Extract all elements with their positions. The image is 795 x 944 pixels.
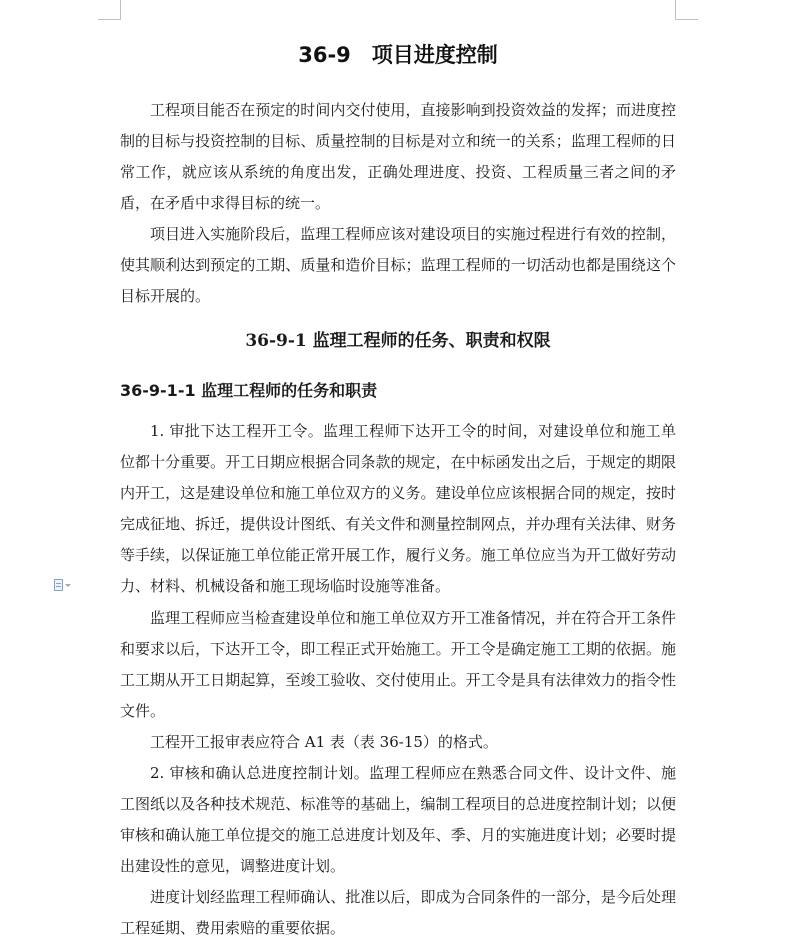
- paragraph-marker[interactable]: [54, 577, 80, 593]
- subsection-heading: 36-9-1-1 监理工程师的任务和职责: [120, 381, 378, 400]
- intro-paragraph: 工程项目能否在预定的时间内交付使用，直接影响到投资效益的发挥；而进度控制的目标与投资控制的目标、质量控制的目标是对立和统一的关系；监理工程师的日常工作，就应该从系统的角度出发，正确处理进度、投资、工程质量三者之间的矛盾，在矛盾中求得目标的统一。: [120, 101, 676, 212]
- crop-mark-top-right: [675, 0, 676, 20]
- page-title: 36-9 项目进度控制: [298, 43, 498, 67]
- list-item: 2. 审核和确认总进度控制计划。监理工程师应在熟悉合同文件、设计文件、施工图纸以及各种技术规范、标准等的基础上，编制工程项目的总进度控制计划；以便审核和确认施工单位提交的施工总进度计划及年、季、月的实施进度计划；必要时提出建设性的意见，调整进度计划。: [120, 764, 676, 875]
- chevron-down-icon: [65, 584, 71, 587]
- crop-mark-top-left: [120, 0, 121, 20]
- crop-mark-top-right: [676, 19, 698, 20]
- crop-mark-top-left: [98, 19, 120, 20]
- section-heading: 36-9-1 监理工程师的任务、职责和权限: [245, 331, 551, 351]
- intro-paragraph: 项目进入实施阶段后，监理工程师应该对建设项目的实施过程进行有效的控制，使其顺利达到预定的工期、质量和造价目标；监理工程师的一切活动也都是围绕这个目标开展的。: [120, 225, 676, 305]
- list-item: 1. 审批下达工程开工令。监理工程师下达开工令的时间，对建设单位和施工单位都十分重要。开工日期应根据合同条款的规定，在中标函发出之后，于规定的期限内开工，这是建设单位和施工单位双方的义务。建设单位应该根据合同的规定，按时完成征地、拆迁，提供设计图纸、有关文件和测量控制网点，并办理有关法律、财务等手续，以保证施工单位能正常开展工作，履行义务。施工单位应当为开工做好劳动力、材料、机械设备和施工现场临时设施等准备。: [120, 422, 676, 595]
- list-item: 工程开工报审表应符合 A1 表（表 36-15）的格式。: [150, 733, 498, 751]
- list-item: 监理工程师应当检查建设单位和施工单位双方开工准备情况，并在符合开工条件和要求以后，下达开工令，即工程正式开始施工。开工令是确定施工工期的依据。施工工期从开工日期起算，至竣工验收、交付使用止。开工令是具有法律效力的指令性文件。: [120, 609, 676, 720]
- document-paragraph-icon: [54, 579, 63, 591]
- list-item: 进度计划经监理工程师确认、批准以后，即成为合同条件的一部分，是今后处理工程延期、费用索赔的重要依据。: [120, 888, 676, 937]
